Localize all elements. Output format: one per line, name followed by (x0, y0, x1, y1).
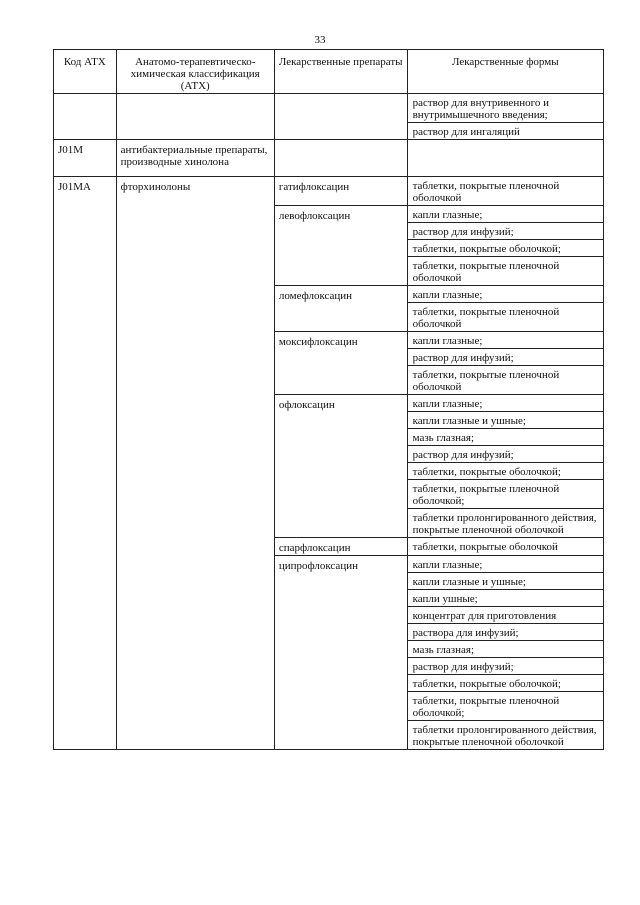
drug-name: гатифлоксацин (274, 177, 407, 206)
form-item: капли глазные; (408, 395, 603, 412)
forms-cell (407, 140, 603, 177)
form-item: таблетки пролонгированного действия, покрытые пленочной оболочкой (412, 512, 597, 536)
forms-cell (407, 206, 603, 286)
header-code: Код АТХ (54, 50, 117, 94)
table-header-row (54, 50, 604, 94)
drug-name: ципрофлоксацин (274, 556, 407, 750)
group-row (54, 140, 604, 177)
classification-cell (116, 94, 274, 140)
forms-cell (407, 332, 603, 395)
form-item: капли глазные; (408, 332, 603, 349)
form-item: раствор для инфузий; (408, 223, 603, 240)
code-cell (54, 94, 117, 140)
form-item: капли глазные; (408, 286, 603, 303)
header-drugs: Лекарственные препараты (274, 50, 407, 94)
atc-table (53, 49, 604, 750)
form-item: таблетки пролонгированного действия, покрытые пленочной оболочкой (412, 724, 597, 748)
form-item: капли глазные и ушные; (408, 412, 603, 429)
drug-name: офлоксацин (274, 395, 407, 538)
form-item: таблетки, покрытые оболочкой; (408, 463, 603, 480)
group-classification: антибактериальные препараты, производные хинолона (116, 140, 274, 177)
form-item: таблетки, покрытые пленочной оболочкой; (408, 480, 603, 509)
drug-cell (274, 94, 407, 140)
drug-row (54, 177, 604, 206)
form-item: раствор для инфузий; (408, 349, 603, 366)
form-item: раствор для внутривенного и внутримышечного введения; (408, 94, 603, 123)
form-item: капли глазные; (408, 556, 603, 573)
form-item: таблетки, покрытые пленочной оболочкой (412, 260, 560, 284)
form-item: раствор для инфузий; (408, 658, 603, 675)
drug-cell (274, 140, 407, 177)
forms-cell (407, 94, 603, 140)
form-item: таблетки, покрытые оболочкой (412, 541, 558, 553)
header-classification: Анатомо-терапевтическо-химическая классификация (АТХ) (116, 50, 274, 94)
form-item: раствора для инфузий; (408, 624, 603, 641)
form-item: таблетки, покрытые пленочной оболочкой (412, 369, 560, 393)
forms-cell (407, 556, 603, 750)
forms-cell (407, 395, 603, 538)
drug-name: левофлоксацин (274, 206, 407, 286)
form-item: капли глазные и ушные; (408, 573, 603, 590)
form-item: раствор для инфузий; (408, 446, 603, 463)
forms-cell (407, 286, 603, 332)
forms-cell (407, 177, 603, 206)
form-item: таблетки, покрытые оболочкой; (408, 240, 603, 257)
form-item: таблетки, покрытые оболочкой; (408, 675, 603, 692)
forms-cell (407, 538, 603, 556)
form-item: капли глазные; (408, 206, 603, 223)
drug-name: моксифлоксацин (274, 332, 407, 395)
header-forms: Лекарственные формы (407, 50, 603, 94)
form-item: раствор для ингаляций (412, 126, 520, 138)
drug-name: спарфлоксацин (274, 538, 407, 556)
form-item: таблетки, покрытые пленочной оболочкой (412, 180, 560, 204)
form-item: капли ушные; (408, 590, 603, 607)
group-code: J01M (54, 140, 117, 177)
form-item: таблетки, покрытые пленочной оболочкой; (408, 692, 603, 721)
page-number: 33 (314, 34, 326, 46)
form-item: мазь глазная; (408, 641, 603, 658)
table-body (54, 94, 604, 750)
form-item: концентрат для приготовления (408, 607, 603, 624)
form-item: таблетки, покрытые пленочной оболочкой (412, 306, 560, 330)
continuation-row (54, 94, 604, 140)
form-item: мазь глазная; (408, 429, 603, 446)
drug-name: ломефлоксацин (274, 286, 407, 332)
subgroup-code: J01MA (54, 177, 117, 750)
subgroup-classification: фторхинолоны (116, 177, 274, 750)
